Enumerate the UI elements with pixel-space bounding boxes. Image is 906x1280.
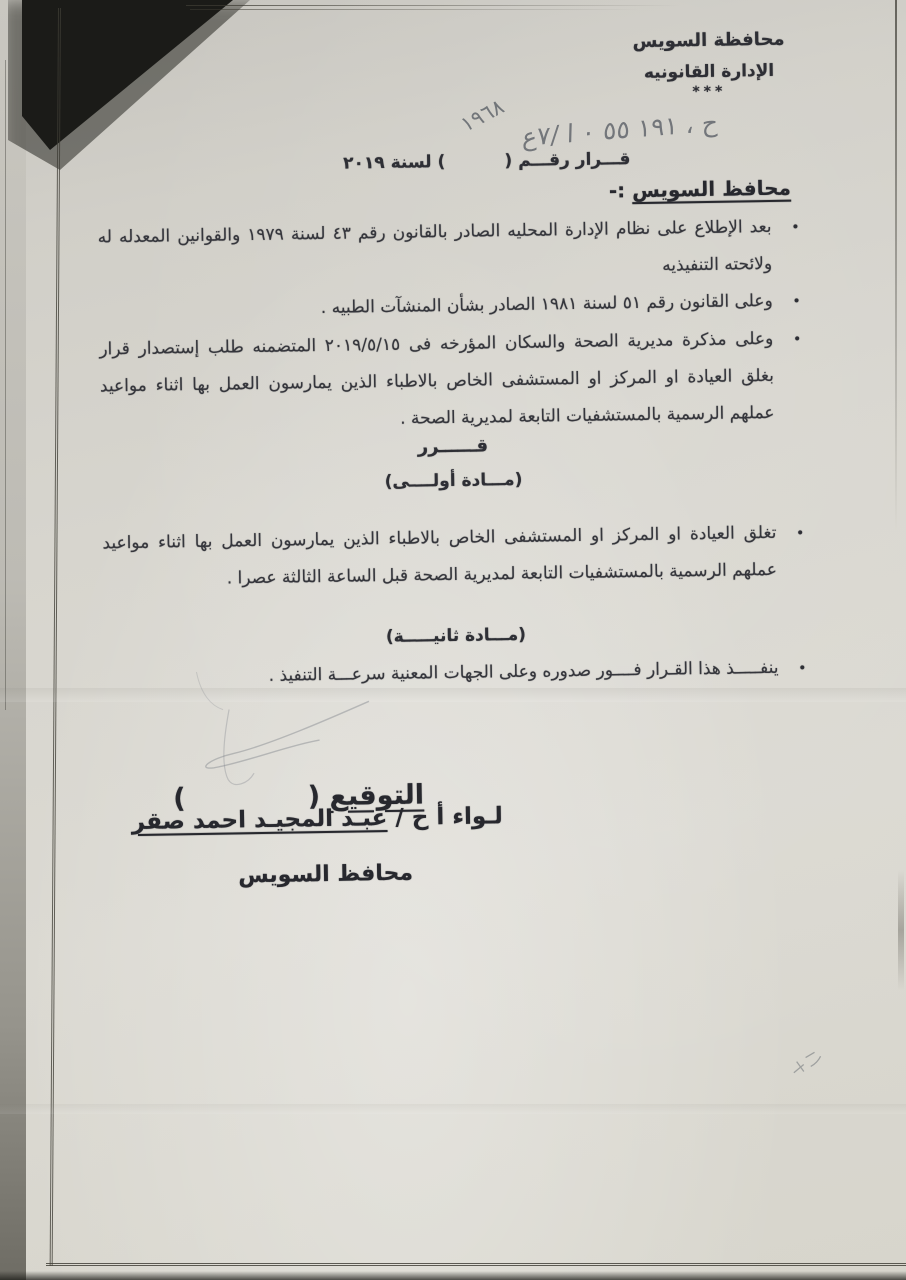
signatory-title: محافظ السويس [238, 860, 414, 889]
preamble-clause-text: وعلى مذكرة مديرية الصحة والسكان المؤرخه فى ٢٠١٩/٥/١٥ المتضمنه طلب إستصدار قرار بغلق العيادة او المركز او المستشفى الخاص بالاطباء الذين يمارسون العمل بها اثناء مواعيد عملهم الرسمية بالمستشفيات التابعة لمديرية الصحة . [99, 328, 775, 429]
preamble-clause-text: بعد الإطلاع على نظام الإدارة المحليه الصادر بالقانون رقم ٤٣ لسنة ١٩٧٩ والقوانين المعدله له ولائحته التنفيذيه [97, 216, 773, 276]
addressee-heading [609, 176, 791, 203]
signatory-rank: لـواء أ ح / [387, 803, 503, 832]
bullet-icon: • [791, 219, 800, 236]
letterhead [632, 29, 785, 101]
handwritten-reference-scribble: ح ، ١٩١ ٥٥ ٠ ا /٧ع [521, 107, 719, 152]
signature-parens: ( ) [173, 780, 330, 815]
letterhead-separator-stars: *** [692, 83, 727, 101]
article-2-heading: (مـــادة ثانيـــــة) [385, 624, 527, 648]
handwritten-decree-number: ١٩٦٨ [456, 94, 508, 137]
preamble-clause [97, 209, 800, 294]
article-1-body [102, 514, 805, 599]
signature-label: التوقيع [329, 779, 425, 812]
preamble-clauses [97, 209, 802, 443]
article-1-text: تغلق العيادة او المركز او المستشفى الخاص بالاطباء الذين يمارسون العمل بها اثناء مواعيد عملهم الرسمية بالمستشفيات التابعة لمديرية الصحة قبل الساعة الثالثة عصرا . [102, 522, 778, 589]
decided-heading: قــــــرر [417, 435, 489, 458]
article-1-clause [102, 514, 805, 599]
article-2-body [104, 649, 807, 698]
addressee-suffix: :- [608, 178, 633, 203]
bullet-icon: • [792, 331, 802, 348]
decree-title-line: قـــرار رقـــم ( ) لسنة ٢٠١٩ [343, 149, 631, 174]
letterhead-organization: محافظة السويس [632, 28, 785, 53]
bullet-icon: • [792, 293, 801, 310]
bullet-icon: • [798, 660, 807, 677]
addressee-name: محافظ السويس [631, 175, 792, 203]
letterhead-department: الإدارة القانونيه [643, 60, 775, 83]
article-2-clause [104, 649, 807, 698]
bullet-icon: • [795, 525, 805, 542]
signatory-name: عبـد المجيـد احمد صقر [131, 805, 388, 836]
article-1-heading: (مـــادة أولــــى) [384, 469, 523, 493]
article-2-text: ينفـــــذ هذا القـرار فــــور صدوره وعلى الجهات المعنية سرعـــة التنفيذ . [268, 657, 779, 686]
preamble-clause-text: وعلى القانون رقم ٥١ لسنة ١٩٨١ الصادر بشأن المنشآت الطبيه . [320, 290, 773, 319]
preamble-clause [99, 320, 803, 442]
